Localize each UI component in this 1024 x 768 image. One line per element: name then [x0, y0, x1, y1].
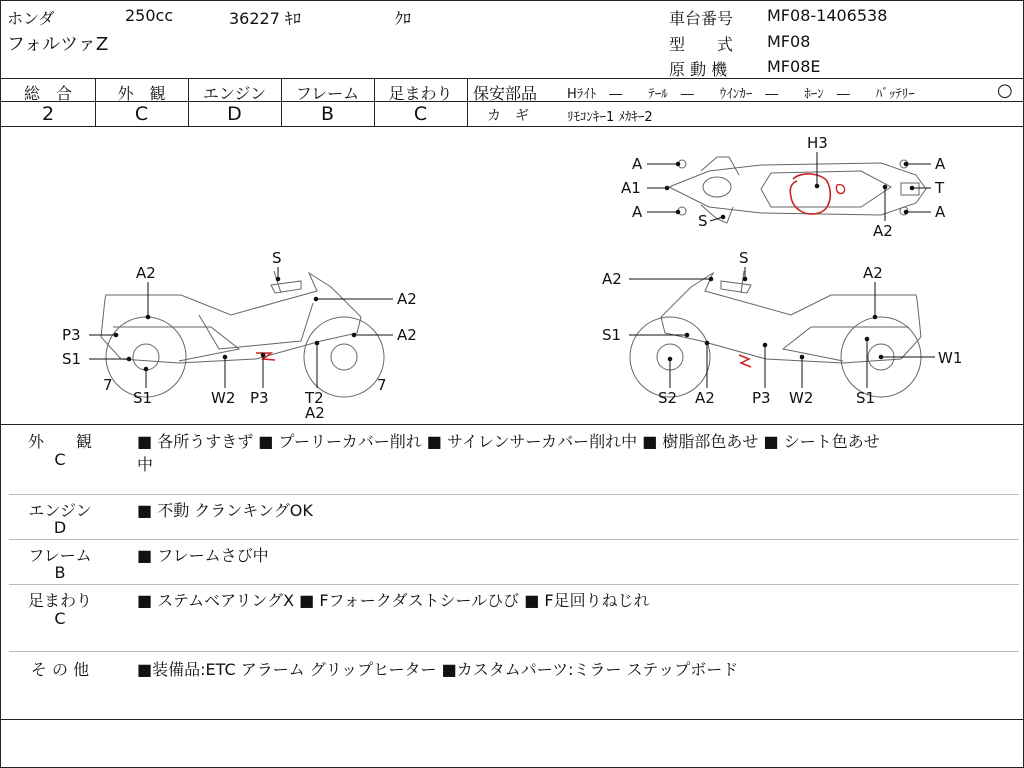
key-label: カ ギ [487, 108, 529, 124]
color: ｸﾛ [395, 9, 412, 28]
bike-left-side-view [101, 271, 384, 397]
divider [1, 424, 1023, 425]
notes-label-other: そ の 他 [30, 660, 90, 679]
grade-value-frame: B [320, 103, 335, 125]
row-divider [9, 651, 1019, 652]
bike-right-side-view [630, 271, 921, 397]
key-text: ﾘﾓｺﾝｷｰ1 ﾒｶｷｰ2 [567, 110, 653, 125]
label-w1: W1 [938, 349, 963, 367]
type-value: MF08 [767, 32, 811, 51]
label-a2: A2 [305, 404, 325, 422]
grade-label-exterior: 外 観 [117, 84, 166, 103]
label-7: 7 [103, 376, 113, 394]
notes-grade-frame: B [54, 563, 66, 582]
label-a2: A2 [397, 290, 417, 308]
label-s1: S1 [602, 326, 622, 344]
label-a2: A2 [602, 270, 622, 288]
label-h3: H3 [807, 134, 828, 152]
label-p3: P3 [250, 389, 269, 407]
engine-label: 原 動 機 [669, 60, 728, 79]
label-s: S [272, 249, 282, 267]
label-a: A [935, 155, 946, 173]
frame-no: MF08-1406538 [767, 6, 888, 25]
notes-text-exterior-cont: 中 [137, 455, 154, 474]
grade-value-suspension: C [413, 103, 428, 125]
label-a: A [935, 203, 946, 221]
grade-value-engine: D [227, 103, 242, 125]
label-t2: T2 [305, 389, 324, 407]
notes-label-exterior: 外 観 [27, 432, 92, 451]
battery-mark: ○ [997, 80, 1013, 101]
label-s1: S1 [856, 389, 876, 407]
label-p3: P3 [62, 326, 81, 344]
notes-label-frame: フレーム [28, 546, 92, 565]
label-s2: S2 [658, 389, 678, 407]
engine-value: MF08E [767, 57, 821, 76]
damage-mark [836, 185, 844, 194]
maker: ホンダ [7, 9, 55, 28]
notes-text-frame: ■ フレームさび中 [137, 546, 269, 565]
notes-text-other: ■装備品:ETC アラーム グリップヒーター ■カスタムパーツ:ミラー ステップボード [137, 660, 739, 679]
notes-text-engine: ■ 不動 クランキングOK [137, 501, 313, 520]
displacement: 250cc [125, 6, 174, 25]
model-name: フォルツァZ [7, 34, 109, 55]
label-s: S [698, 212, 708, 230]
label-a2: A2 [397, 326, 417, 344]
notes-text-suspension: ■ ステムベアリングX ■ Fフォークダストシールひび ■ F足回りねじれ [137, 591, 650, 610]
label-t: T [935, 179, 945, 197]
type-label: 型 式 [669, 35, 734, 54]
damage-mark [790, 174, 830, 214]
damage-mark [739, 355, 751, 367]
grade-label-overall: 総 合 [23, 84, 72, 103]
label-s1: S1 [62, 350, 82, 368]
notes-grade-engine: D [53, 518, 67, 537]
left-view-labels [62, 249, 417, 422]
notes-text-exterior: ■ 各所うすきず ■ プーリーカバー削れ ■ サイレンサーカバー削れ中 ■ 樹脂部色あせ ■ シート色あせ [137, 432, 880, 451]
grade-label-frame: フレーム [295, 84, 360, 103]
grade-value-exterior: C [134, 103, 149, 125]
label-a2: A2 [136, 264, 156, 282]
notes-label-suspension: 足まわり [27, 591, 92, 610]
grade-value-overall: 2 [41, 103, 55, 125]
label-a: A [632, 203, 643, 221]
label-w2: W2 [211, 389, 236, 407]
label-s: S [739, 249, 749, 267]
row-divider [9, 539, 1019, 540]
label-w2: W2 [789, 389, 814, 407]
safety-label: 保安部品 [473, 84, 538, 103]
label-a: A [632, 155, 643, 173]
label-7: 7 [377, 376, 387, 394]
notes-label-engine: エンジン [28, 501, 92, 520]
notes-grade-suspension: C [54, 609, 66, 628]
label-a2: A2 [695, 389, 715, 407]
safety-items: Hﾗｲﾄ ― ﾃｰﾙ ― ｳｲﾝｶｰ ― ﾎｰﾝ ― ﾊﾞｯﾃﾘｰ [567, 87, 915, 102]
divider [1, 78, 1023, 79]
damage-diagram [1, 127, 1023, 424]
grade-label-suspension: 足まわり [388, 84, 453, 103]
frame-no-label: 車台番号 [669, 9, 734, 28]
divider [467, 78, 468, 126]
label-a2: A2 [863, 264, 883, 282]
row-divider [9, 494, 1019, 495]
label-p3: P3 [752, 389, 771, 407]
row-divider [9, 584, 1019, 585]
bike-top-view [669, 157, 926, 223]
mileage: 36227 ｷﾛ [229, 9, 301, 28]
label-a1: A1 [621, 179, 641, 197]
grade-label-engine: エンジン [202, 84, 267, 103]
notes-grade-exterior: C [54, 450, 66, 469]
label-s1: S1 [133, 389, 153, 407]
label-a2: A2 [873, 222, 893, 240]
divider [1, 719, 1023, 720]
